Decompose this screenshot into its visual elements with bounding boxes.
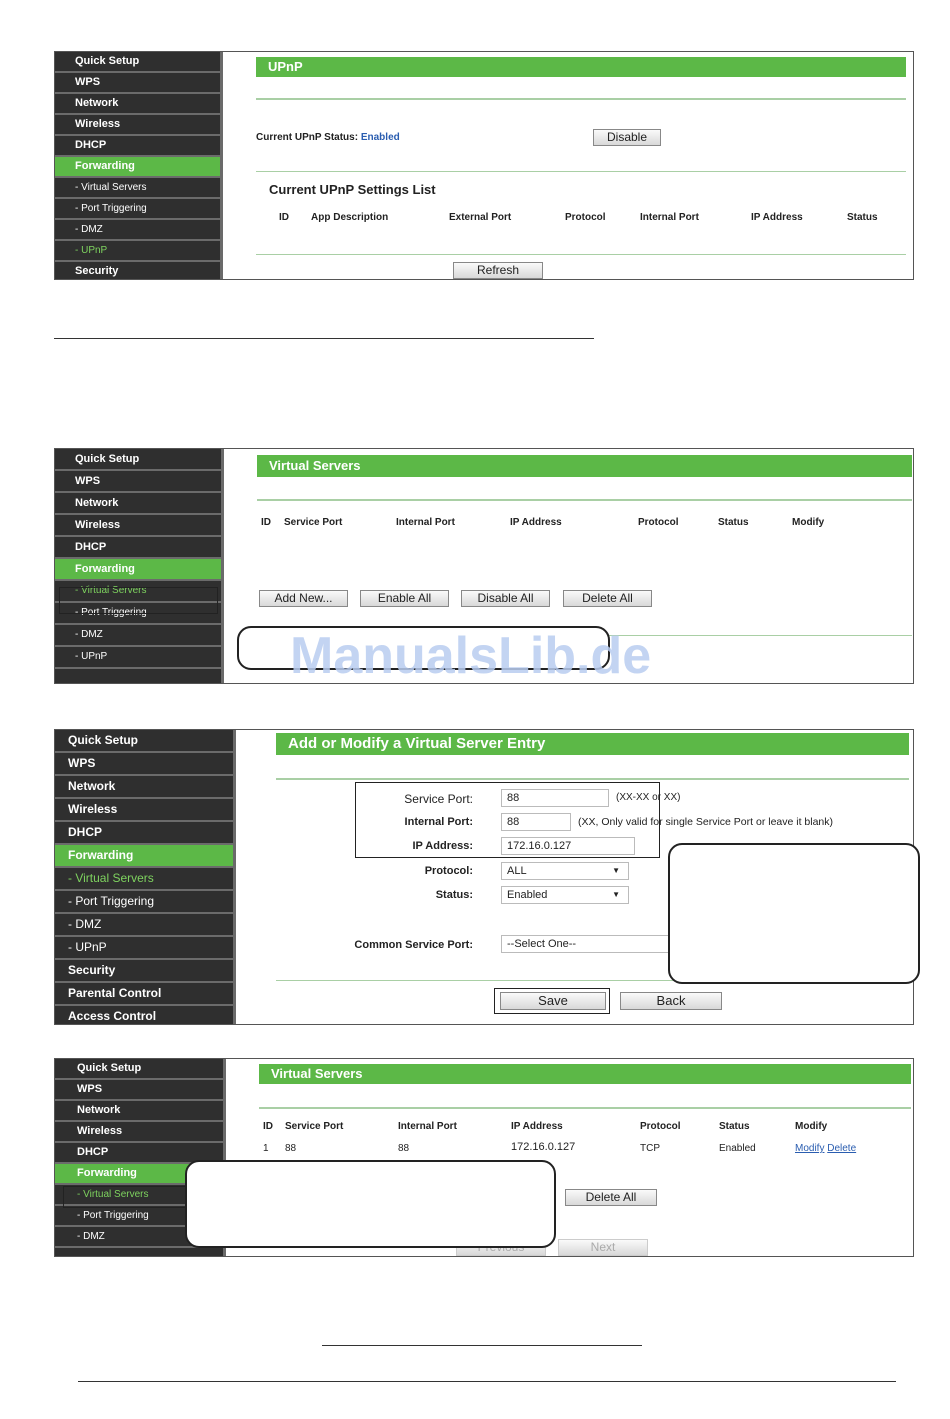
upnp-status-value: Enabled bbox=[360, 132, 400, 143]
disable-all-button[interactable]: Disable All bbox=[461, 590, 550, 607]
page-title: Virtual Servers bbox=[257, 455, 912, 477]
sidebar-item-security[interactable]: Security bbox=[55, 960, 233, 983]
sidebar-item-wps[interactable]: WPS bbox=[55, 471, 221, 493]
sidebar-item-forwarding[interactable]: Forwarding bbox=[55, 1164, 223, 1185]
column-header: Service Port bbox=[284, 517, 343, 528]
sidebar-item-forwarding[interactable]: Forwarding bbox=[55, 157, 220, 178]
sidebar-item-port-triggering[interactable]: - Port Triggering bbox=[55, 891, 233, 914]
modify-link-text[interactable]: Modify bbox=[795, 1143, 825, 1154]
callout-box bbox=[668, 843, 920, 984]
refresh-button[interactable]: Refresh bbox=[453, 262, 543, 279]
divider bbox=[276, 778, 909, 780]
column-header: Internal Port bbox=[640, 212, 699, 223]
cell-internal-port: 88 bbox=[398, 1143, 410, 1154]
cell-status: Enabled bbox=[719, 1143, 756, 1154]
sidebar-item-network[interactable]: Network bbox=[55, 1101, 223, 1122]
settings-list-title: Current UPnP Settings List bbox=[269, 182, 436, 197]
sidebar-item-network[interactable]: Network bbox=[55, 94, 220, 115]
upnp-main bbox=[225, 52, 913, 279]
status-select-value: Enabled bbox=[507, 889, 548, 901]
column-header: Protocol bbox=[638, 517, 679, 528]
column-header: IP Address bbox=[510, 517, 562, 528]
sidebar-item-dmz[interactable]: - DMZ bbox=[55, 220, 220, 241]
sidebar-item-parental-control[interactable]: Parental Control bbox=[55, 983, 233, 1006]
save-button[interactable]: Save bbox=[500, 992, 606, 1010]
column-header: Service Port bbox=[285, 1121, 344, 1132]
add-new-button[interactable]: Add New... bbox=[259, 590, 348, 607]
highlight-frame bbox=[59, 587, 218, 614]
sidebar-item-wireless[interactable]: Wireless bbox=[55, 799, 233, 822]
page-title: UPnP bbox=[256, 57, 906, 77]
back-button[interactable]: Back bbox=[620, 992, 722, 1010]
sidebar-item-upnp[interactable]: - UPnP bbox=[55, 647, 221, 669]
sidebar-item-virtual-servers[interactable]: - Virtual Servers bbox=[55, 178, 220, 199]
column-header: Internal Port bbox=[398, 1121, 457, 1132]
modify-link[interactable] bbox=[795, 1143, 856, 1154]
column-header: External Port bbox=[449, 212, 512, 223]
service-port-hint: (XX-XX or XX) bbox=[616, 792, 681, 803]
sidebar-item-security[interactable]: Security bbox=[55, 262, 220, 280]
sidebar bbox=[55, 52, 223, 279]
chevron-down-icon: ▼ bbox=[612, 890, 620, 899]
common-service-port-select[interactable]: --Select One-- bbox=[501, 935, 671, 953]
sidebar-item-port-triggering[interactable]: - Port Triggering bbox=[55, 603, 221, 625]
page-title: Add or Modify a Virtual Server Entry bbox=[276, 733, 909, 755]
sidebar-item-dmz[interactable]: - DMZ bbox=[55, 625, 221, 647]
sidebar-item-access-control[interactable]: Access Control bbox=[55, 1006, 233, 1025]
sidebar-item-virtual-servers[interactable]: - Virtual Servers bbox=[55, 1185, 223, 1206]
cell-ip-address: 172.16.0.127 bbox=[511, 1141, 576, 1153]
highlight-frame bbox=[355, 782, 660, 858]
sidebar-item-forwarding[interactable]: Forwarding bbox=[55, 845, 233, 868]
service-port-label: Service Port: bbox=[404, 792, 473, 806]
sidebar-item-quick-setup[interactable]: Quick Setup bbox=[55, 449, 221, 471]
upnp-screenshot bbox=[54, 51, 914, 280]
enable-all-button[interactable]: Enable All bbox=[360, 590, 449, 607]
sidebar-item-quick-setup[interactable]: Quick Setup bbox=[55, 1059, 223, 1080]
column-header: IP Address bbox=[511, 1121, 563, 1132]
divider bbox=[256, 98, 906, 100]
delete-all-button[interactable]: Delete All bbox=[563, 590, 652, 607]
sidebar-item-virtual-servers[interactable]: - Virtual Servers bbox=[55, 581, 221, 603]
internal-port-input[interactable]: 88 bbox=[501, 813, 571, 831]
delete-all-button[interactable]: Delete All bbox=[565, 1189, 657, 1206]
sidebar-item-dhcp[interactable]: DHCP bbox=[55, 136, 220, 157]
watermark: ManualsLib.de bbox=[290, 627, 652, 685]
sidebar bbox=[55, 449, 224, 683]
status-label: Status: bbox=[435, 889, 473, 901]
sidebar-item-dhcp[interactable]: DHCP bbox=[55, 537, 221, 559]
sidebar-item-upnp[interactable]: - UPnP bbox=[55, 241, 220, 262]
protocol-label: Protocol: bbox=[424, 865, 473, 877]
sidebar-item-port-triggering[interactable]: - Port Triggering bbox=[55, 1206, 223, 1227]
column-header: ID bbox=[261, 517, 271, 528]
sidebar-item-wireless[interactable]: Wireless bbox=[55, 515, 221, 537]
column-header: Status bbox=[847, 212, 878, 223]
delete-link[interactable]: Delete bbox=[827, 1143, 857, 1154]
column-header: Status bbox=[718, 517, 749, 528]
sidebar-item-quick-setup[interactable]: Quick Setup bbox=[55, 52, 220, 73]
column-header: Internal Port bbox=[396, 517, 455, 528]
divider bbox=[259, 1107, 911, 1109]
sidebar-item-network[interactable]: Network bbox=[55, 493, 221, 515]
sidebar-item-wps[interactable]: WPS bbox=[55, 753, 233, 776]
divider bbox=[256, 171, 906, 172]
sidebar-item-wps[interactable]: WPS bbox=[55, 1080, 223, 1101]
separator-line bbox=[54, 338, 594, 339]
sidebar-item-dmz[interactable]: - DMZ bbox=[55, 1227, 223, 1248]
sidebar-item-network[interactable]: Network bbox=[55, 776, 233, 799]
callout-box bbox=[185, 1160, 556, 1248]
column-header: ID bbox=[279, 212, 289, 223]
column-header: App Description bbox=[311, 212, 389, 223]
sidebar-item-dmz[interactable]: - DMZ bbox=[55, 914, 233, 937]
cell-service-port: 88 bbox=[285, 1143, 297, 1154]
column-header: Modify bbox=[795, 1121, 828, 1132]
sidebar-item-quick-setup[interactable]: Quick Setup bbox=[55, 730, 233, 753]
column-header: ID bbox=[263, 1121, 273, 1132]
common-service-port-label: Common Service Port: bbox=[354, 939, 473, 951]
column-header: Modify bbox=[792, 517, 825, 528]
internal-port-label: Internal Port: bbox=[404, 816, 473, 828]
sidebar bbox=[55, 730, 236, 1024]
separator-line bbox=[322, 1345, 642, 1346]
sidebar-item-wps[interactable]: WPS bbox=[55, 73, 220, 94]
sidebar-item-dhcp[interactable]: DHCP bbox=[55, 1143, 223, 1164]
page-title: Virtual Servers bbox=[259, 1064, 911, 1084]
sidebar-item-port-triggering[interactable]: - Port Triggering bbox=[55, 199, 220, 220]
column-header: Protocol bbox=[640, 1121, 681, 1132]
page-footer-line bbox=[78, 1381, 896, 1382]
divider bbox=[257, 499, 912, 501]
sidebar-item-virtual-servers[interactable]: - Virtual Servers bbox=[55, 868, 233, 891]
status-select[interactable] bbox=[501, 886, 629, 904]
ip-address-label: IP Address: bbox=[412, 840, 473, 852]
sidebar-item-forwarding[interactable]: Forwarding bbox=[55, 559, 221, 581]
upnp-status-label: Current UPnP Status: Enabled bbox=[256, 132, 400, 143]
sidebar-item-wireless[interactable]: Wireless bbox=[55, 115, 220, 136]
internal-port-hint: (XX, Only valid for single Service Port or leave it blank) bbox=[578, 816, 834, 828]
divider bbox=[256, 254, 906, 255]
next-button[interactable]: Next bbox=[558, 1239, 648, 1256]
column-header: Protocol bbox=[565, 212, 606, 223]
protocol-select[interactable] bbox=[501, 862, 629, 880]
disable-button[interactable]: Disable bbox=[593, 129, 661, 146]
ip-address-input[interactable]: 172.16.0.127 bbox=[501, 837, 635, 855]
cell-id: 1 bbox=[263, 1143, 269, 1154]
sidebar-item-wireless[interactable]: Wireless bbox=[55, 1122, 223, 1143]
protocol-select-value: ALL bbox=[507, 865, 527, 877]
column-header: IP Address bbox=[751, 212, 803, 223]
service-port-input[interactable]: 88 bbox=[501, 789, 609, 807]
chevron-down-icon: ▼ bbox=[612, 866, 620, 875]
sidebar-item-upnp[interactable]: - UPnP bbox=[55, 937, 233, 960]
sidebar-item-dhcp[interactable]: DHCP bbox=[55, 822, 233, 845]
column-header: Status bbox=[719, 1121, 750, 1132]
cell-protocol: TCP bbox=[640, 1143, 660, 1154]
